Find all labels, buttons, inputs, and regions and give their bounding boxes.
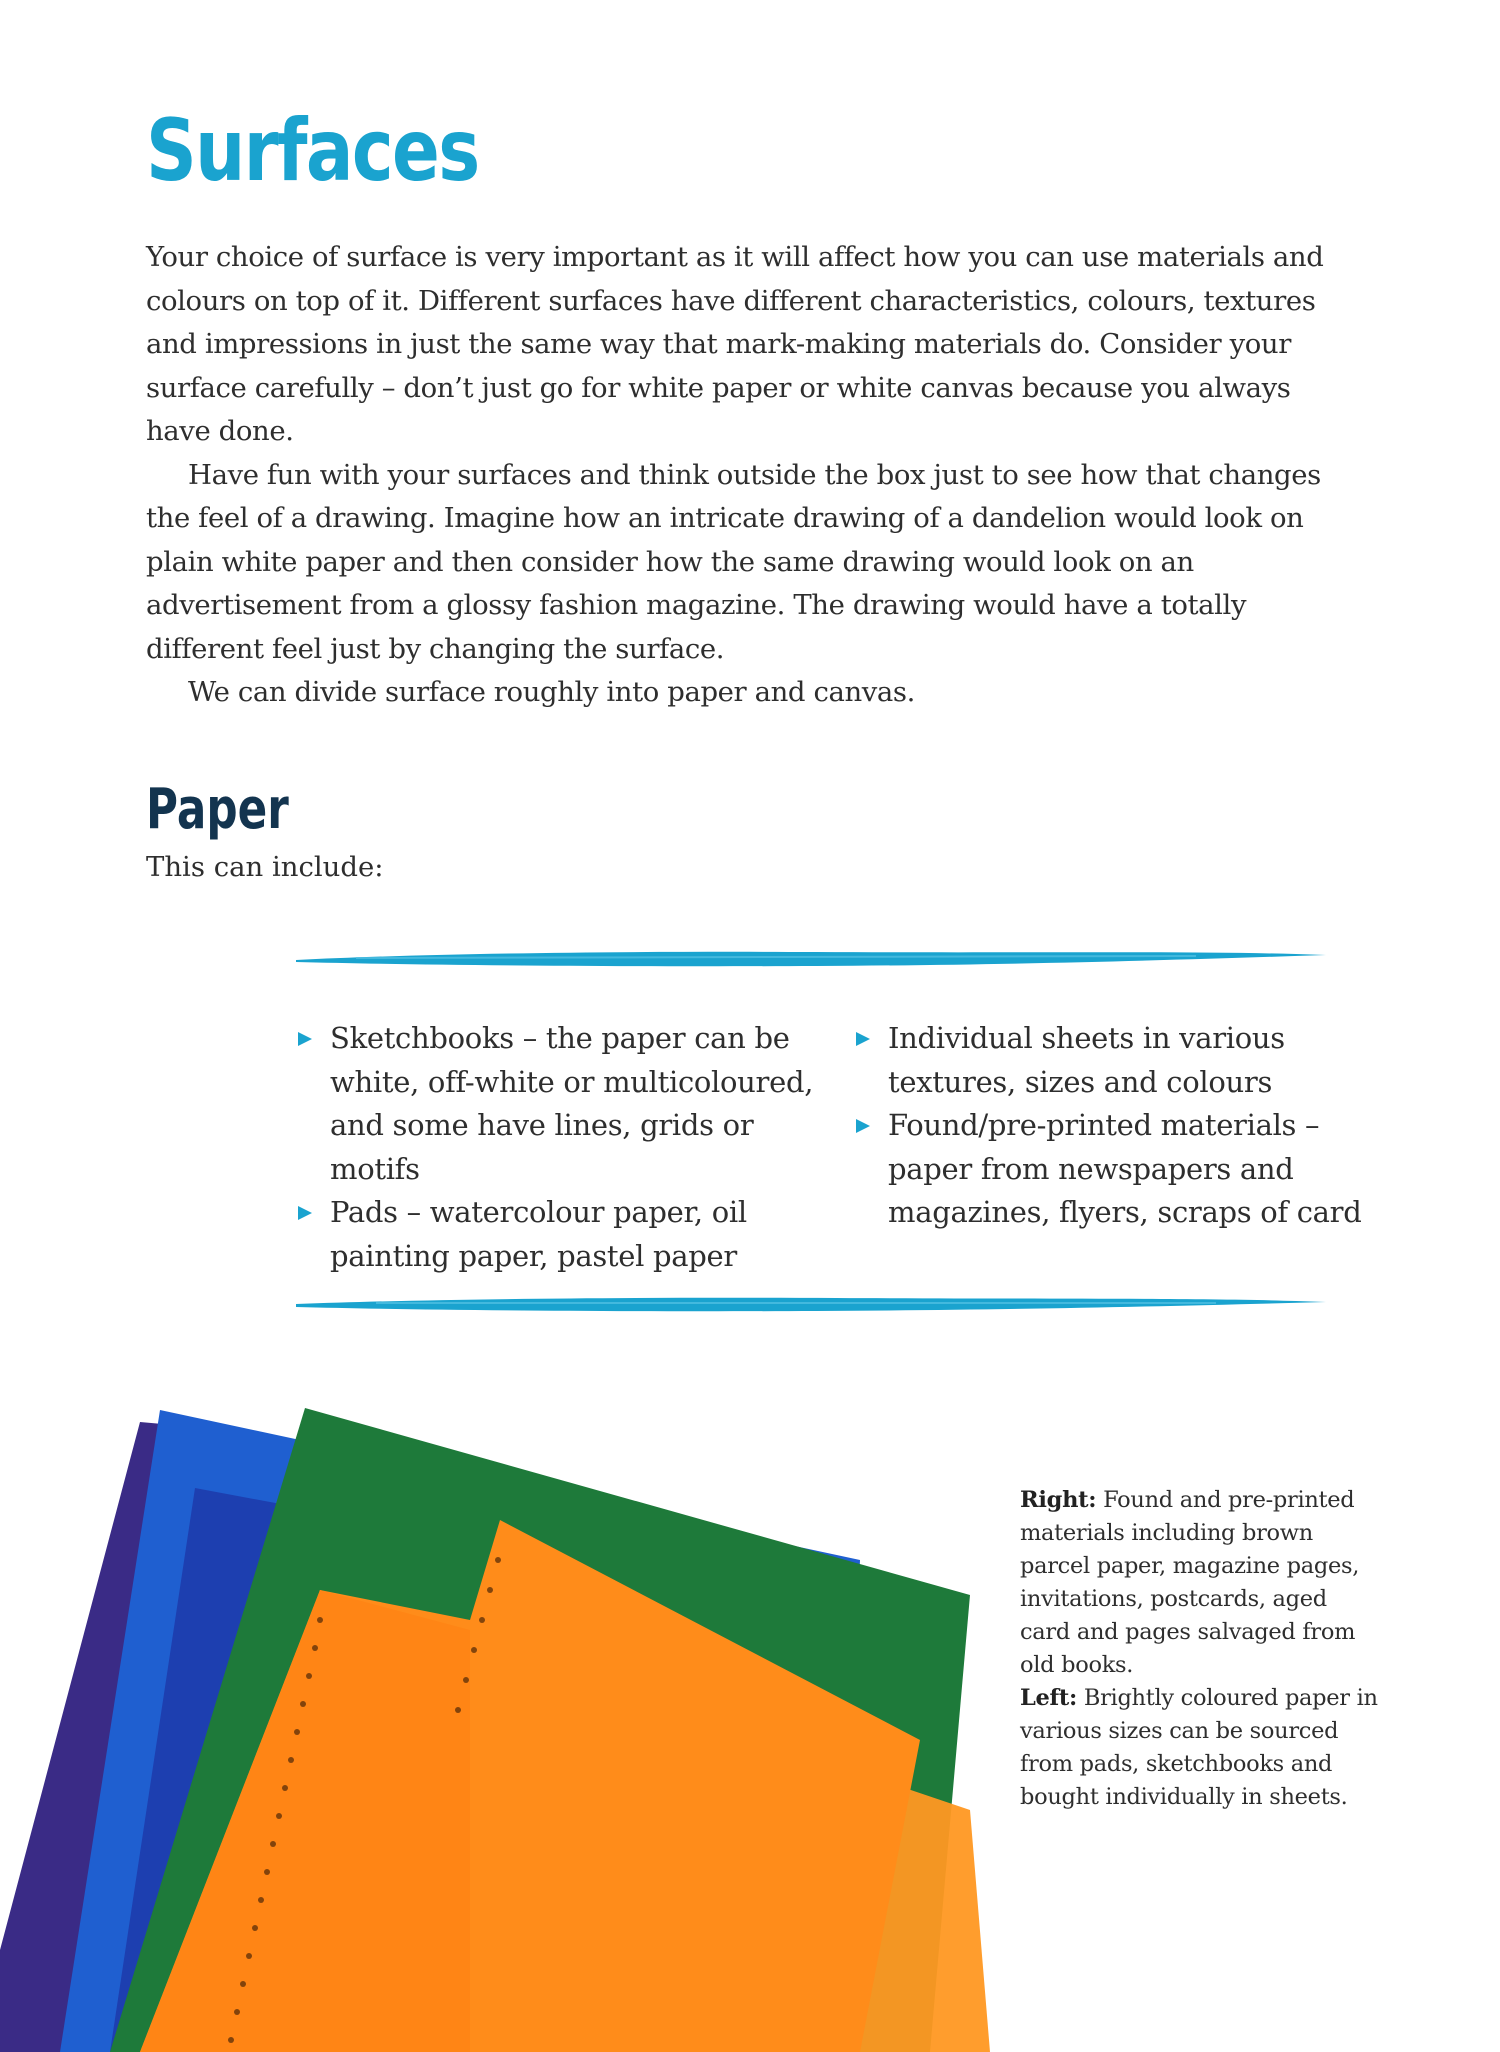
intro-paragraph-1: Your choice of surface is very important as it will affect how you can use materials and colours on top of it. Different surfaces have different characteristics, colours, textures and impressions in just the same way that mark-making materials do. Consider your surface carefully – don’t just go for white paper or white canvas because you always have done. <box>146 241 1324 447</box>
list-item: Found/pre-printed materials – paper from newspapers and magazines, flyers, scraps of card <box>856 1104 1376 1235</box>
bullet-arrow-icon <box>298 1206 312 1220</box>
intro-paragraph-3: We can divide surface roughly into paper and canvas. <box>188 676 915 708</box>
coloured-paper-photo <box>0 1390 1010 2052</box>
caption-left: Left: Brightly coloured paper in various sizes can be sourced from pads, sketchbooks and bought individually in sheets. <box>1020 1685 1378 1810</box>
paper-intro: This can include: <box>146 851 384 883</box>
list-item: Sketchbooks – the paper can be white, off-white or multicoloured, and some have lines, grids or motifs <box>298 1017 838 1191</box>
paper-list-left <box>298 1017 838 1278</box>
intro-text <box>146 236 1356 715</box>
intro-paragraph-2: Have fun with your surfaces and think outside the box just to see how that changes the feel of a drawing. Imagine how an intricate drawing of a dandelion would look on plain white paper and then consider how the same drawing would look on an advertisement from a glossy fashion magazine. The drawing would have a totally different feel just by changing the surface. <box>146 458 1321 665</box>
paper-list-right <box>856 1017 1376 1235</box>
paper-heading: Paper <box>146 777 289 842</box>
list-item: Individual sheets in various textures, sizes and colours <box>856 1017 1376 1104</box>
page-title: Surfaces <box>146 101 479 201</box>
list-item: Pads – watercolour paper, oil painting paper, pastel paper <box>298 1191 838 1278</box>
brush-stroke-top <box>296 946 1326 970</box>
brush-stroke-bottom <box>296 1292 1326 1316</box>
bullet-arrow-icon <box>856 1032 870 1046</box>
bullet-arrow-icon <box>856 1119 870 1133</box>
bullet-arrow-icon <box>298 1032 312 1046</box>
photo-caption <box>1020 1484 1380 1814</box>
caption-right: Right: Found and pre-printed materials including brown parcel paper, magazine pages, invitations, postcards, aged card and pages salvaged from old books. <box>1020 1487 1360 1678</box>
